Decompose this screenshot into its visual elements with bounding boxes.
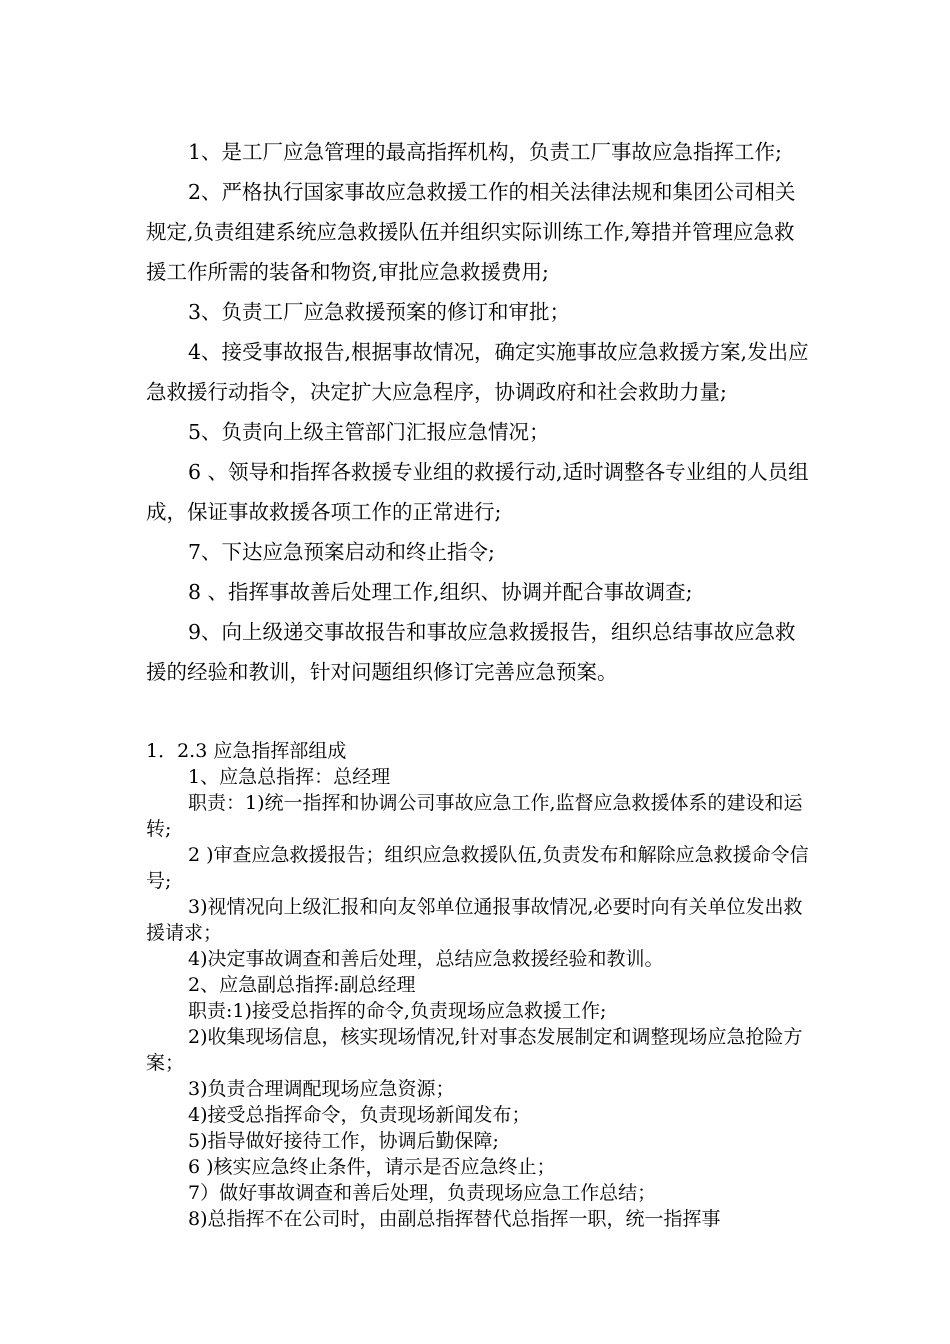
command-duties-list xyxy=(146,132,810,692)
deputy-duty-6: 6 )核实应急终止条件，请示是否应急终止； xyxy=(188,1156,556,1178)
deputy-duty-5: 5)指导做好接待工作，协调后勤保障; xyxy=(188,1130,499,1152)
duty-item-5: 5、负责向上级主管部门汇报应急情况； xyxy=(188,420,550,444)
deputy-duty-7: 7）做好事故调查和善后处理，负责现场应急工作总结； xyxy=(188,1182,657,1204)
commander-duty-4: 4)决定事故调查和善后处理，总结应急救援经验和教训。 xyxy=(188,948,664,970)
section-heading: 1．2.3 应急指挥部组成 xyxy=(146,740,347,762)
deputy-title: 2、应急副总指挥:副总经理 xyxy=(188,974,416,996)
duty-item-8: 8 、指挥事故善后处理工作,组织、协调并配合事故调查; xyxy=(188,580,693,604)
commander-duty-2: 2 )审查应急救援报告；组织应急救援队伍,负责发布和解除应急救援命令信号; xyxy=(146,844,809,892)
deputy-duty-4: 4)接受总指挥命令，负责现场新闻发布； xyxy=(188,1104,531,1126)
duty-item-4: 4、接受事故报告,根据事故情况，确定实施事故应急救援方案,发出应急救援行动指令，决定扩大应急程序，协调政府和社会救助力量; xyxy=(146,340,809,404)
deputy-duty-1: 职责:1)接受总指挥的命令,负责现场应急救援工作; xyxy=(188,1000,607,1022)
deputy-duty-8: 8)总指挥不在公司时，由副总指挥替代总指挥一职，统一指挥事 xyxy=(188,1208,721,1230)
duty-item-3: 3、负责工厂应急救援预案的修订和审批； xyxy=(188,300,571,324)
duty-item-7: 7、下达应急预案启动和终止指令; xyxy=(188,540,495,564)
commander-title: 1、应急总指挥：总经理 xyxy=(188,766,391,788)
commander-duty-3: 3)视情况向上级汇报和向友邻单位通报事故情况,必要时向有关单位发出救援请求； xyxy=(146,896,803,944)
duty-item-9: 9、向上级递交事故报告和事故应急救援报告，组织总结事故应急救援的经验和教训，针对问题组织修订完善应急预案。 xyxy=(146,620,796,684)
command-structure-section xyxy=(146,738,810,1232)
duty-item-6: 6 、领导和指挥各救援专业组的救援行动,适时调整各专业组的人员组成，保证事故救援各项工作的正常进行; xyxy=(146,460,809,524)
deputy-duty-2: 2)收集现场信息，核实现场情况,针对事态发展制定和调整现场应急抢险方案； xyxy=(146,1026,803,1074)
deputy-duty-3: 3)负责合理调配现场应急资源； xyxy=(188,1078,455,1100)
duty-item-1: 1、是工厂应急管理的最高指挥机构，负责工厂事故应急指挥工作; xyxy=(188,140,782,164)
commander-duty-1: 职责：1)统一指挥和协调公司事故应急工作,监督应急救援体系的建设和运转; xyxy=(146,792,803,840)
duty-item-2: 2、严格执行国家事故应急救援工作的相关法律法规和集团公司相关规定,负责组建系统应急救援队伍并组织实际训练工作,筹措并管理应急救援工作所需的装备和物资,审批应急救援费用; xyxy=(146,180,796,284)
